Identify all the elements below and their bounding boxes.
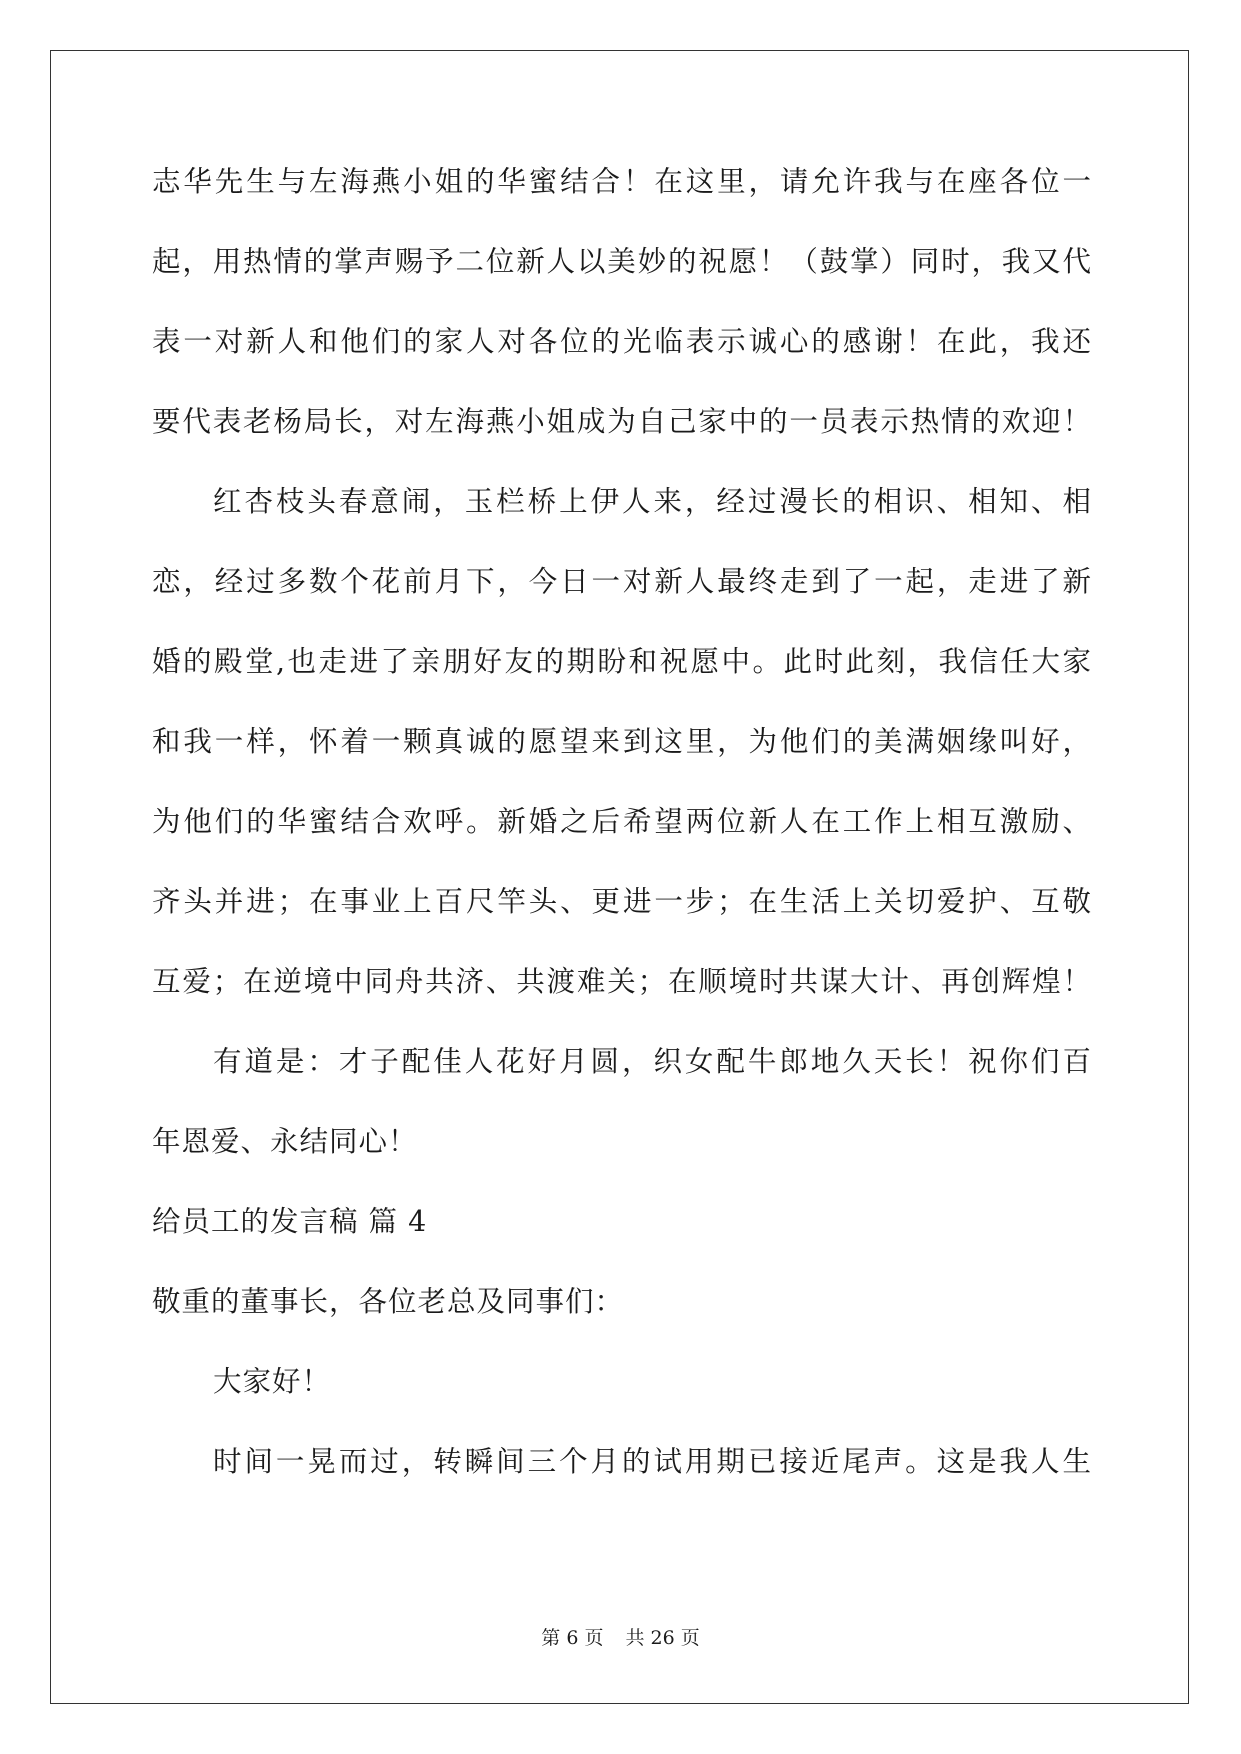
paragraph-line: 要代表老杨局长，对左海燕小姐成为自己家中的一员表示热情的欢迎！ — [152, 405, 1092, 438]
paragraph-line: 和我一样，怀着一颗真诚的愿望来到这里，为他们的美满姻缘叫好， — [152, 725, 1092, 758]
page-footer — [0, 1625, 1241, 1651]
paragraph-line: 齐头并进；在事业上百尺竿头、更进一步；在生活上关切爱护、互敬 — [152, 885, 1092, 918]
paragraph-line: 为他们的华蜜结合欢呼。新婚之后希望两位新人在工作上相互激励、 — [152, 805, 1092, 838]
paragraph-line: 互爱；在逆境中同舟共济、共渡难关；在顺境时共谋大计、再创辉煌！ — [152, 965, 1092, 998]
salutation-line: 敬重的董事长，各位老总及同事们： — [152, 1285, 625, 1318]
paragraph-line: 恋，经过多数个花前月下，今日一对新人最终走到了一起，走进了新 — [152, 565, 1092, 598]
greeting-line: 大家好！ — [213, 1365, 332, 1398]
paragraph-line: 志华先生与左海燕小姐的华蜜结合！在这里，请允许我与在座各位一 — [152, 165, 1092, 198]
paragraph-line: 表一对新人和他们的家人对各位的光临表示诚心的感谢！在此，我还 — [152, 325, 1092, 358]
paragraph-line: 年恩爱、永结同心！ — [152, 1125, 418, 1158]
paragraph-line: 时间一晃而过，转瞬间三个月的试用期已接近尾声。这是我人生 — [213, 1445, 1092, 1478]
paragraph-line: 婚的殿堂,也走进了亲朋好友的期盼和祝愿中。此时此刻，我信任大家 — [152, 645, 1092, 678]
paragraph-line: 红杏枝头春意闹，玉栏桥上伊人来，经过漫长的相识、相知、相 — [213, 485, 1092, 518]
section-heading: 给员工的发言稿 篇 4 — [152, 1205, 428, 1238]
document-body — [152, 155, 1092, 1515]
page-number: 第 6 页 — [541, 1627, 604, 1649]
page-total: 共 26 页 — [625, 1627, 700, 1649]
paragraph-line: 起，用热情的掌声赐予二位新人以美妙的祝愿！（鼓掌）同时，我又代 — [152, 245, 1092, 278]
paragraph-line: 有道是：才子配佳人花好月圆，织女配牛郎地久天长！祝你们百 — [213, 1045, 1092, 1078]
